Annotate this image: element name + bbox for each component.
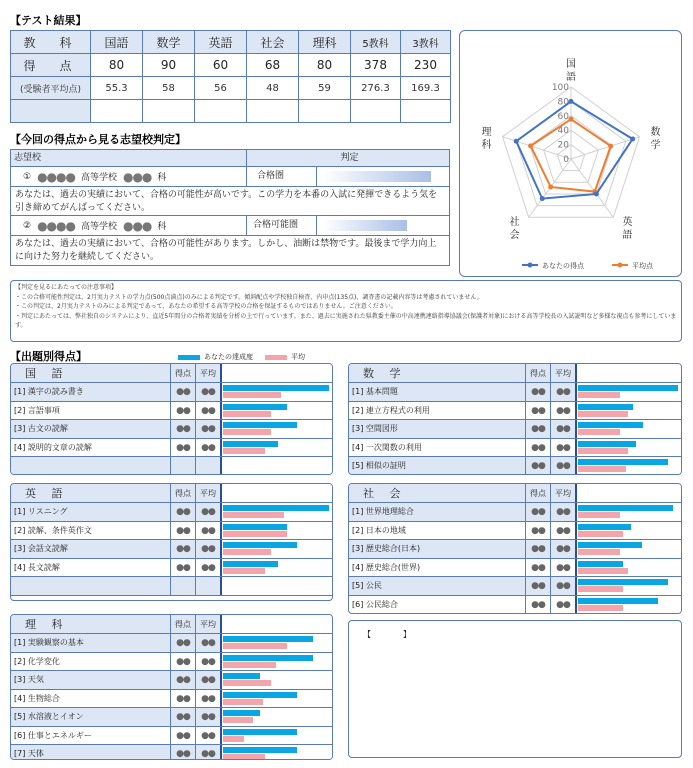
bar-you bbox=[223, 710, 260, 716]
item-row bbox=[11, 383, 332, 402]
bar-avg bbox=[223, 662, 276, 668]
bar-you bbox=[578, 598, 658, 604]
blank-row bbox=[11, 577, 332, 596]
radar-axis-label: 理科 bbox=[481, 126, 492, 151]
item-score: ●● bbox=[170, 540, 195, 558]
item-avg: ●● bbox=[195, 402, 220, 420]
item-avg: ●● bbox=[195, 540, 220, 558]
item-label: [4] 生物総合 bbox=[14, 693, 60, 703]
score-value: 68 bbox=[247, 54, 299, 77]
item-avg: ●● bbox=[550, 439, 575, 457]
item-row bbox=[11, 420, 332, 439]
col-score-header: 得点 bbox=[170, 364, 195, 382]
item-row bbox=[349, 559, 681, 578]
radar-tick: 80 bbox=[557, 97, 569, 108]
legend-swatch-you bbox=[178, 355, 200, 360]
item-score: ●● bbox=[525, 383, 550, 401]
item-avg: ●● bbox=[550, 420, 575, 438]
radar-tick: 100 bbox=[551, 83, 569, 93]
bar-header bbox=[575, 484, 681, 502]
item-label: [4] 長文読解 bbox=[14, 562, 60, 572]
rika-box bbox=[10, 614, 333, 760]
col-avg-header: 平均 bbox=[195, 364, 220, 382]
radar-series-avg-point bbox=[569, 117, 574, 122]
item-label: [2] 化学変化 bbox=[14, 656, 60, 666]
bar-you bbox=[578, 524, 631, 530]
legend-swatch-avg bbox=[265, 355, 287, 360]
item-label: [4] 説明的文章の読解 bbox=[14, 442, 92, 452]
bar-avg bbox=[578, 448, 628, 454]
legend-dot-avg bbox=[618, 263, 623, 268]
judge-result-1: 合格圏 bbox=[247, 167, 317, 186]
item-avg: ●● bbox=[195, 439, 220, 457]
bar-avg bbox=[578, 512, 620, 518]
radar-axis-label: 英語 bbox=[622, 217, 633, 242]
blank-row bbox=[11, 100, 451, 123]
bar-you bbox=[223, 385, 329, 391]
header-cell: 英語 bbox=[195, 31, 247, 54]
school-type: 高等学校 bbox=[80, 173, 117, 183]
item-score: ●● bbox=[525, 457, 550, 475]
item-score: ●● bbox=[525, 503, 550, 521]
radar-tick: 0 bbox=[563, 155, 569, 165]
radar-series-avg-point bbox=[548, 184, 553, 189]
item-avg: ●● bbox=[195, 420, 220, 438]
section-legend bbox=[178, 352, 305, 362]
item-row bbox=[349, 522, 681, 541]
radar-series-you-point bbox=[594, 191, 599, 196]
bar-you bbox=[578, 441, 636, 447]
item-score: ●● bbox=[525, 540, 550, 558]
item-label: [1] 基本問題 bbox=[352, 387, 398, 396]
subject-title: 英 語 bbox=[11, 484, 170, 502]
item-score: ●● bbox=[170, 708, 195, 726]
course-dots: ●●● bbox=[122, 218, 152, 233]
bar-you bbox=[223, 561, 278, 567]
item-label: [5] 相似の証明 bbox=[352, 461, 406, 470]
eigo-box bbox=[10, 483, 333, 601]
avg-value: 276.3 bbox=[351, 77, 401, 100]
bar-you bbox=[578, 579, 668, 585]
item-score: ●● bbox=[170, 522, 195, 540]
score-value: 90 bbox=[143, 54, 195, 77]
bar-avg bbox=[223, 736, 244, 742]
radar-chart-panel bbox=[459, 30, 682, 277]
subject-title: 数 学 bbox=[349, 364, 525, 382]
item-avg: ●● bbox=[195, 708, 220, 726]
note-line: ・この判定は、2月実力テストのみによる判定であって、あなたの希望する高等学校の合格を保証するものではありません。ご注意ください。 bbox=[15, 303, 397, 310]
bar-you bbox=[223, 636, 313, 642]
bar-you bbox=[223, 747, 297, 753]
bar-you bbox=[223, 673, 260, 679]
item-row bbox=[11, 439, 332, 458]
bar-header bbox=[220, 615, 332, 633]
col-score-header: 得点 bbox=[170, 615, 195, 633]
bar-you bbox=[223, 404, 287, 410]
score-label: 得 点 bbox=[11, 54, 91, 77]
note-line: ・この合格可能性判定は、2月実力テストの学力点(500点満点)のみによる判定です。傾斜配点や学校独自検査、内申点(135点)、調査書の記載内容等は考慮されていません。 bbox=[15, 293, 483, 301]
avg-value: 55.3 bbox=[91, 77, 143, 100]
bar-you bbox=[578, 385, 678, 391]
item-avg: ●● bbox=[550, 457, 575, 475]
bar-you bbox=[223, 441, 278, 447]
col-result: 判定 bbox=[340, 153, 359, 163]
item-row bbox=[349, 596, 681, 615]
bar-you bbox=[578, 542, 642, 548]
item-score: ●● bbox=[525, 596, 550, 614]
item-avg: ●● bbox=[550, 577, 575, 595]
bar-you bbox=[578, 561, 623, 567]
item-score: ●● bbox=[170, 690, 195, 708]
bar-avg bbox=[223, 411, 271, 417]
item-score: ●● bbox=[170, 653, 195, 671]
item-score: ●● bbox=[170, 727, 195, 745]
item-row bbox=[11, 690, 332, 709]
radar-axis-label: 社会 bbox=[509, 217, 520, 242]
item-label: [4] 一次関数の利用 bbox=[352, 442, 422, 452]
item-score: ●● bbox=[525, 402, 550, 420]
avg-value: 169.3 bbox=[401, 77, 451, 100]
item-avg: ●● bbox=[195, 690, 220, 708]
item-row bbox=[349, 457, 681, 475]
item-row bbox=[11, 634, 332, 653]
item-avg: ●● bbox=[195, 383, 220, 401]
bar-you bbox=[223, 422, 297, 428]
item-label: [1] リスニング bbox=[14, 507, 68, 516]
blank-bracket: 【 】 bbox=[363, 630, 411, 639]
item-score: ●● bbox=[170, 420, 195, 438]
item-label: [7] 天体 bbox=[14, 749, 44, 758]
judge-row-1 bbox=[11, 167, 449, 187]
col-score-header: 得点 bbox=[525, 484, 550, 502]
bar-avg bbox=[578, 429, 620, 435]
bar-avg bbox=[223, 754, 265, 760]
school-dots: ●●●● bbox=[37, 218, 75, 233]
bar-avg bbox=[223, 717, 253, 723]
judge-header bbox=[11, 150, 449, 167]
item-avg: ●● bbox=[550, 383, 575, 401]
item-row bbox=[11, 653, 332, 672]
judge-table bbox=[10, 149, 450, 266]
item-avg: ●● bbox=[195, 634, 220, 652]
score-value: 230 bbox=[401, 54, 451, 77]
bar-avg bbox=[223, 392, 281, 398]
bar-you bbox=[578, 459, 668, 465]
radar-series-you-point bbox=[630, 136, 635, 141]
item-label: [1] 漢字の読み書き bbox=[14, 387, 84, 396]
item-label: [4] 歴史総合(世界) bbox=[352, 562, 421, 572]
shakai-box bbox=[348, 483, 682, 614]
legend-you-label: あなたの達成度 bbox=[204, 353, 253, 361]
bar-avg bbox=[223, 568, 265, 574]
course-label: 科 bbox=[157, 173, 167, 183]
item-score: ●● bbox=[170, 402, 195, 420]
col-school: 志望校 bbox=[11, 150, 247, 166]
radar-series-you-point bbox=[569, 99, 574, 104]
bar-you bbox=[223, 729, 297, 735]
course-label: 科 bbox=[157, 222, 167, 232]
item-score: ●● bbox=[170, 383, 195, 401]
subject-header: 教 科 bbox=[11, 31, 91, 54]
item-score: ●● bbox=[525, 420, 550, 438]
bar-you bbox=[223, 655, 313, 661]
bar-avg bbox=[578, 586, 623, 592]
header-cell: 数学 bbox=[143, 31, 195, 54]
item-label: [3] 空間図形 bbox=[352, 424, 398, 433]
item-label: [2] 読解、条件英作文 bbox=[14, 525, 92, 535]
item-label: [2] 言語事項 bbox=[14, 405, 60, 415]
item-row bbox=[11, 503, 332, 522]
item-label: [1] 世界地理総合 bbox=[352, 507, 414, 516]
bar-header bbox=[220, 484, 332, 502]
judge-num: ② bbox=[23, 220, 32, 231]
item-score: ●● bbox=[525, 559, 550, 577]
judge-comment-1: あなたは、過去の実績において、合格の可能性が高いです。この学力を本番の入試に発揮できるよう気を引き締めてがんばってください。 bbox=[11, 187, 449, 216]
header-cell: 5教科 bbox=[351, 31, 401, 54]
item-score: ●● bbox=[170, 503, 195, 521]
bar-you bbox=[223, 692, 297, 698]
item-row bbox=[11, 745, 332, 760]
col-avg-header: 平均 bbox=[550, 364, 575, 382]
col-avg-header: 平均 bbox=[195, 615, 220, 633]
item-label: [6] 公民総合 bbox=[352, 599, 398, 609]
item-row bbox=[349, 420, 681, 439]
item-avg: ●● bbox=[550, 540, 575, 558]
sugaku-box bbox=[348, 363, 682, 475]
school-dots: ●●●● bbox=[37, 169, 75, 184]
bar-avg bbox=[578, 568, 628, 574]
item-row bbox=[349, 503, 681, 522]
item-avg: ●● bbox=[195, 559, 220, 577]
item-label: [3] 会話文読解 bbox=[14, 544, 68, 553]
item-row bbox=[11, 727, 332, 746]
radar-series-you-point bbox=[514, 139, 519, 144]
notes-box bbox=[10, 280, 682, 342]
item-label: [1] 実験観察の基本 bbox=[14, 638, 84, 647]
bar-avg bbox=[223, 429, 271, 435]
item-avg: ●● bbox=[195, 522, 220, 540]
item-avg: ●● bbox=[195, 503, 220, 521]
note-line: ・判定にあたっては、弊社独自のシステムにより、直近5年間分の合格者実績を分析の上で行っています。また、過去に実施された県教委主催の中高連携連絡指導協議会(保護者対象)における高等学校長の入試説明など多様な視点も参考にしています。 bbox=[15, 312, 677, 329]
avg-value: 48 bbox=[247, 77, 299, 100]
legend-avg-label: 平均 bbox=[291, 353, 305, 361]
item-label: [3] 古文の読解 bbox=[14, 424, 68, 433]
subject-title: 理 科 bbox=[11, 615, 170, 633]
score-value: 60 bbox=[195, 54, 247, 77]
avg-value: 59 bbox=[299, 77, 351, 100]
item-row bbox=[11, 522, 332, 541]
header-cell: 3教科 bbox=[401, 31, 451, 54]
bar-avg bbox=[223, 448, 265, 454]
item-row bbox=[349, 402, 681, 421]
item-score: ●● bbox=[525, 439, 550, 457]
kokugo-box bbox=[10, 363, 333, 475]
judge-level-bar bbox=[323, 171, 431, 182]
radar-legend-avg: 平均点 bbox=[632, 262, 653, 270]
bar-avg bbox=[223, 699, 263, 705]
bar-avg bbox=[223, 680, 271, 686]
judge-comment-2: あなたは、過去の実績において、合格の可能性があります。しかし、油断は禁物です。最後まで学力向上に向けた努力を継続してください。 bbox=[15, 239, 437, 262]
bar-you bbox=[223, 542, 297, 548]
radar-tick: 20 bbox=[557, 140, 569, 151]
blank-row bbox=[11, 457, 332, 475]
score-value: 80 bbox=[91, 54, 143, 77]
bar-avg bbox=[578, 392, 620, 398]
bar-avg bbox=[578, 605, 623, 611]
item-label: [2] 連立方程式の利用 bbox=[352, 405, 430, 415]
col-avg-header: 平均 bbox=[550, 484, 575, 502]
header-cell: 理科 bbox=[299, 31, 351, 54]
test-result-heading: 【テスト結果】 bbox=[10, 14, 87, 27]
bar-avg bbox=[578, 531, 623, 537]
avg-row bbox=[11, 77, 451, 100]
judge-result-2: 合格可能圏 bbox=[247, 216, 317, 235]
radar-axis-label: 国語 bbox=[566, 59, 576, 83]
header-cell: 国語 bbox=[91, 31, 143, 54]
bar-avg bbox=[223, 643, 287, 649]
item-label: [3] 天気 bbox=[14, 675, 44, 684]
subject-title: 社 会 bbox=[349, 484, 525, 502]
bar-you bbox=[578, 404, 633, 410]
item-label: [5] 水溶液とイオン bbox=[14, 712, 84, 721]
avg-value: 56 bbox=[195, 77, 247, 100]
item-label: [2] 日本の地域 bbox=[352, 525, 406, 535]
judge-row-2 bbox=[11, 216, 449, 236]
score-table bbox=[10, 30, 451, 123]
item-row bbox=[349, 540, 681, 559]
item-label: [3] 歴史総合(日本) bbox=[352, 544, 421, 553]
bar-you bbox=[578, 505, 673, 511]
legend-dot-you bbox=[528, 263, 533, 268]
item-row bbox=[349, 577, 681, 596]
avg-label: (受験者平均点) bbox=[11, 77, 91, 100]
bar-header bbox=[575, 364, 681, 382]
radar-series-you-point bbox=[540, 196, 545, 201]
bar-avg bbox=[578, 466, 626, 472]
item-avg: ●● bbox=[195, 653, 220, 671]
bar-you bbox=[223, 505, 329, 511]
judge-heading: 【今回の得点から見る志望校判定】 bbox=[10, 133, 186, 146]
school-type: 高等学校 bbox=[80, 222, 117, 232]
bar-header bbox=[220, 364, 332, 382]
bar-avg bbox=[223, 512, 284, 518]
bar-avg bbox=[578, 411, 628, 417]
radar-tick: 40 bbox=[557, 126, 569, 137]
radar-chart bbox=[460, 31, 683, 278]
item-avg: ●● bbox=[550, 402, 575, 420]
item-label: [5] 公民 bbox=[352, 581, 382, 590]
item-row bbox=[11, 402, 332, 421]
item-row bbox=[11, 708, 332, 727]
col-score-header: 得点 bbox=[525, 364, 550, 382]
score-row bbox=[11, 54, 451, 77]
item-avg: ●● bbox=[195, 745, 220, 760]
header-cell: 社会 bbox=[247, 31, 299, 54]
subject-title: 国 語 bbox=[11, 364, 170, 382]
radar-tick: 60 bbox=[557, 111, 569, 122]
item-row bbox=[11, 559, 332, 578]
item-score: ●● bbox=[525, 522, 550, 540]
radar-legend-you: あなたの得点 bbox=[542, 262, 584, 270]
radar-axis-label: 数学 bbox=[650, 126, 661, 151]
bar-avg bbox=[223, 531, 287, 537]
item-score: ●● bbox=[170, 671, 195, 689]
item-avg: ●● bbox=[550, 522, 575, 540]
radar-series-avg-point bbox=[528, 143, 533, 148]
item-score: ●● bbox=[170, 634, 195, 652]
item-score: ●● bbox=[170, 559, 195, 577]
avg-value: 58 bbox=[143, 77, 195, 100]
course-dots: ●●● bbox=[122, 169, 152, 184]
judge-level-bar bbox=[323, 220, 407, 231]
item-row bbox=[349, 383, 681, 402]
item-avg: ●● bbox=[550, 503, 575, 521]
score-value: 378 bbox=[351, 54, 401, 77]
item-row bbox=[11, 671, 332, 690]
item-row bbox=[11, 540, 332, 559]
score-header-row bbox=[11, 31, 451, 54]
item-score: ●● bbox=[170, 745, 195, 760]
score-value: 80 bbox=[299, 54, 351, 77]
section-heading: 【出題別得点】 bbox=[10, 350, 87, 363]
item-label: [6] 仕事とエネルギー bbox=[14, 730, 92, 740]
blank-comment-box bbox=[348, 620, 682, 758]
col-score-header: 得点 bbox=[170, 484, 195, 502]
item-avg: ●● bbox=[195, 671, 220, 689]
bar-you bbox=[223, 524, 287, 530]
item-score: ●● bbox=[525, 577, 550, 595]
item-score: ●● bbox=[170, 439, 195, 457]
item-avg: ●● bbox=[550, 559, 575, 577]
bar-you bbox=[578, 422, 643, 428]
item-row bbox=[349, 439, 681, 458]
note-line: 【判定を見るにあたっての注意事項】 bbox=[15, 284, 118, 291]
col-avg-header: 平均 bbox=[195, 484, 220, 502]
item-avg: ●● bbox=[195, 727, 220, 745]
bar-avg bbox=[223, 549, 271, 555]
judge-num: ① bbox=[23, 171, 32, 182]
radar-series-avg-point bbox=[608, 144, 613, 149]
item-avg: ●● bbox=[550, 596, 575, 614]
bar-avg bbox=[578, 549, 620, 555]
